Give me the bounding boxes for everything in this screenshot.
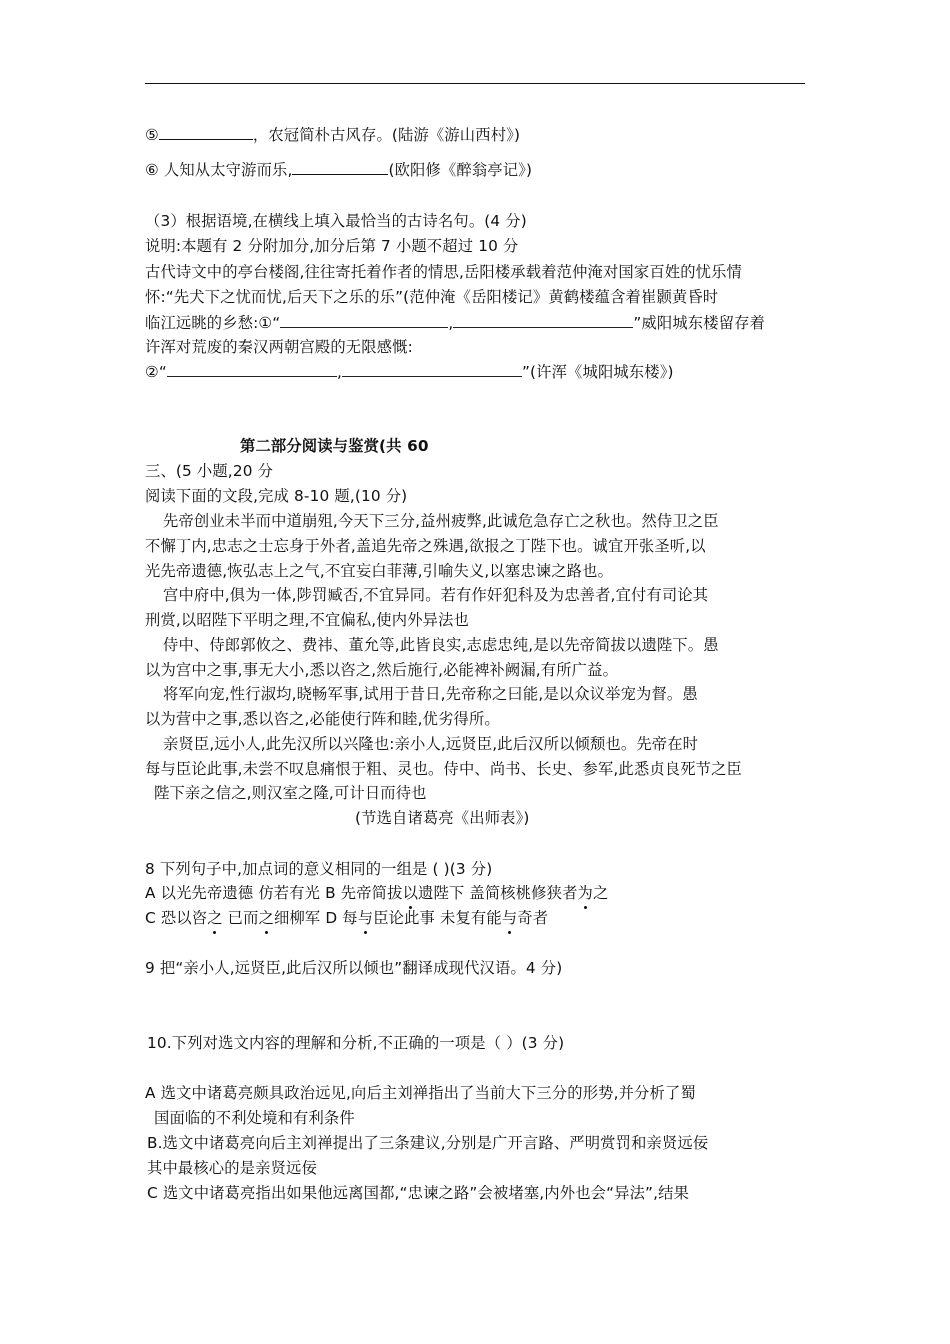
- passage-line: 不懈丁内,忠志之士忘身于外者,盖追先帝之殊遇,欲报之丁陛下也。诚宜开张圣听,以: [145, 537, 706, 555]
- comma: ,: [336, 363, 342, 381]
- dotted-word: 之: [207, 909, 223, 927]
- q10-option-c: C 选文中诸葛亮指出如果他远离国都,“忠谏之路”会被堵塞,内外也会“异法”,结果: [147, 1184, 690, 1202]
- q8-options-ab: [145, 883, 608, 903]
- dotted-word: 以: [402, 884, 419, 902]
- dotted-word: 与: [357, 909, 374, 927]
- q10-stem: 10.下列对选文内容的理解和分析,不正确的一项是（ ）(3 分): [147, 1034, 565, 1052]
- q3-note: 说明:本题有 2 分附加分,加分后第 7 小题不超过 10 分: [145, 237, 519, 255]
- section-title: 三、(5 小题,20 分: [145, 462, 274, 480]
- item-number: ⑤: [145, 126, 159, 144]
- passage-line: 刑赏,以昭陛下平明之理,不宜偏私,使内外异法也: [145, 611, 469, 629]
- option-text: 奇者: [517, 909, 549, 927]
- q3-paragraph-line: 古代诗文中的亭台楼阁,往往寄托着作者的情思,岳阳楼承载着范仲淹对国家百姓的忧乐情: [145, 263, 743, 281]
- part2-heading: 第二部分阅读与鉴赏(共 60: [240, 437, 429, 455]
- answer-blank-5[interactable]: [159, 124, 253, 140]
- answer-blank-6[interactable]: [292, 159, 388, 175]
- q3-line-text: ②“: [145, 363, 167, 381]
- dotted-word: 为: [577, 884, 593, 902]
- q9-stem: 9 把“亲小人,远贤臣,此后汉所以倾也”翻译成现代汉语。4 分): [145, 959, 563, 977]
- option-text: 遗陛下 盖简核桃修狭者: [418, 884, 578, 902]
- passage-line: 亲贤臣,远小人,此先汉所以兴隆也:亲小人,远贤臣,此后汉所以倾颓也。先帝在时: [163, 735, 699, 753]
- q10-option-b-cont: 其中最核心的是亲贤远佞: [147, 1159, 317, 1177]
- passage-source: (节选自诸葛亮《出师表》): [355, 809, 530, 827]
- option-text: 臣论此事 未复有能: [373, 909, 502, 927]
- q8-stem: 8 下列句子中,加点词的意义相同的一组是 ( )(3 分): [145, 860, 493, 878]
- passage-line: 每与臣论此事,未尝不叹息痛恨于粗、灵也。侍中、尚书、长史、参军,此悉贞良死节之臣: [145, 760, 743, 778]
- q3-paragraph-line: 许浑对荒废的秦汉两朝宫殿的无限感慨:: [145, 338, 413, 356]
- q10-option-b: B.选文中诸葛亮向后主刘禅提出了三条建议,分别是广开言路、严明赏罚和亲贤远佞: [147, 1134, 709, 1152]
- passage-line: 将军向宠,性行淑均,晓畅军事,试用于昔日,先帝称之曰能,是以众议举宠为督。愚: [163, 685, 698, 703]
- dotted-word: 与: [501, 909, 518, 927]
- passage-line: 侍中、侍郎郭攸之、费祎、董允等,此皆良实,志虑忠纯,是以先帝简拔以遗陛下。愚: [163, 636, 719, 654]
- answer-blank-q3-1a[interactable]: [280, 312, 448, 328]
- q3-line-text: ”威阳城东楼留存着: [633, 314, 766, 332]
- comma: ,: [448, 314, 454, 332]
- fill-item-5: [145, 124, 520, 145]
- q3-title: （3）根据语境,在横线上填入最恰当的古诗名句。(4 分): [145, 212, 527, 230]
- option-text: 细柳军 D 每: [274, 909, 358, 927]
- item-text: ，农冠简朴古风存。(陆游《游山西村》): [252, 126, 521, 144]
- header-rule: [145, 83, 805, 84]
- answer-blank-q3-1b[interactable]: [453, 312, 633, 328]
- passage-line: 以为营中之事,悉以咨之,必能使行阵和睦,优劣得所。: [145, 710, 500, 728]
- reading-instruction: 阅读下面的文段,完成 8-10 题,(10 分): [145, 487, 408, 505]
- passage-line: 以为宫中之事,事无大小,悉以咨之,然后施行,必能裨补阙漏,有所广益。: [145, 661, 619, 679]
- q3-blank-line-2: [145, 361, 674, 382]
- answer-blank-q3-2b[interactable]: [342, 361, 522, 377]
- item-number: ⑥: [145, 161, 159, 179]
- dotted-word: 之: [258, 909, 275, 927]
- option-text: 之: [592, 884, 609, 902]
- item-text: 人知从太守游而乐,: [158, 161, 293, 179]
- passage-line: 宫中府中,俱为一体,陟罚臧否,不宜异同。若有作奸犯科及为忠善者,宜付有司论其: [163, 586, 709, 604]
- passage-line: 先帝创业未半而中道崩殂,今天下三分,益州疲弊,此诚危急存亡之秋也。然侍卫之臣: [163, 512, 719, 530]
- passage-line: 光先帝遗德,恢弘志上之气,不宜妄白菲薄,引喻失义,以塞忠谏之路也。: [145, 562, 614, 580]
- option-text: C 恐以咨: [145, 909, 208, 927]
- q3-blank-line-1: [145, 312, 765, 333]
- fill-item-6: [145, 159, 532, 180]
- item-source: (欧阳修《醉翁亭记》): [388, 161, 533, 179]
- q3-line-text: 临江远眺的乡愁:①“: [145, 314, 281, 332]
- q10-option-a: A 选文中诸葛亮颇具政治远见,向后主刘禅指出了当前大下三分的形势,并分析了蜀: [145, 1084, 696, 1102]
- q10-option-a-cont: 国面临的不利处境和有利条件: [154, 1109, 355, 1127]
- passage-line: 陛下亲之信之,则汉室之隆,可计日而待也: [154, 784, 427, 802]
- q3-paragraph-line: 怀:“先犬下之忧而忧,后天下之乐的乐”(范仲淹《岳阳楼记》黄鹤楼蕴含着崔颢黄昏时: [145, 288, 719, 306]
- option-text: A 以光先帝遗德 仿若有光 B 先帝简拔: [145, 884, 403, 902]
- q3-line-text: ”(许浑《城阳城东楼》): [521, 363, 674, 381]
- option-text: 已而: [222, 909, 259, 927]
- answer-blank-q3-2a[interactable]: [167, 361, 337, 377]
- q8-options-cd: [145, 908, 548, 928]
